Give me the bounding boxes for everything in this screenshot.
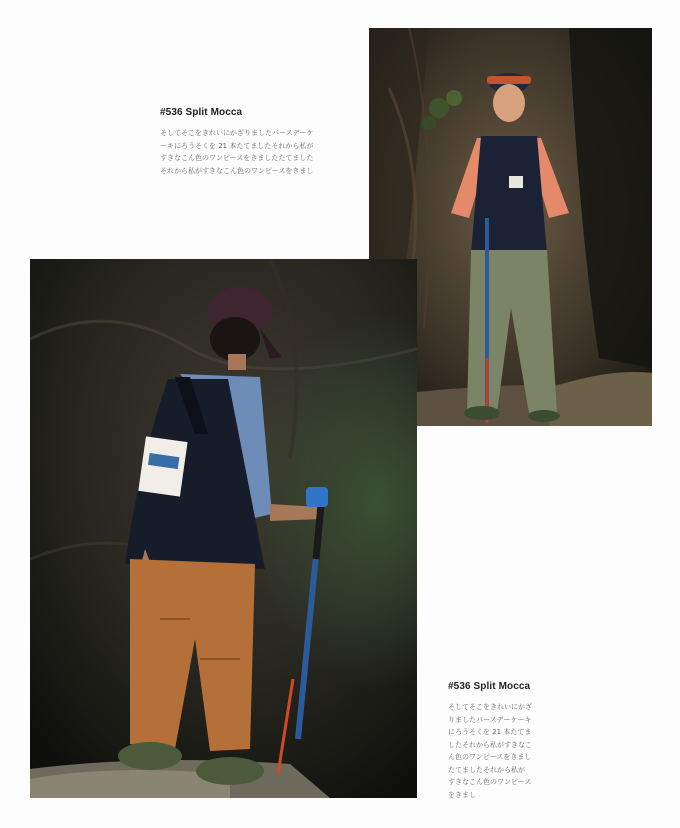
- caption-top-line: ーキにろうそくを 21 本たてましたそれから私が: [160, 141, 314, 150]
- caption-bottom: [448, 681, 548, 801]
- caption-top: [160, 107, 330, 177]
- caption-bottom-line: したそれから私がすきなこ: [448, 740, 532, 749]
- caption-bottom-body: [448, 701, 548, 801]
- caption-bottom-line: そしてそこをきれいにかざ: [448, 703, 532, 711]
- caption-top-line: そしてそこをきれいにかざりましたパースデーケ: [160, 129, 314, 137]
- caption-bottom-line: ん色のワンピースをきまし: [448, 753, 532, 761]
- caption-bottom-line: をきまし: [448, 790, 476, 799]
- caption-top-line: それから私がすきなこん色のワンピースをきまし: [160, 166, 314, 175]
- caption-bottom-line: りましたパースデーケーキ: [448, 715, 532, 724]
- caption-top-title: #536 Split Mocca: [160, 107, 243, 118]
- caption-top-body: [160, 127, 330, 177]
- photo-bottom-illustration: [30, 259, 417, 798]
- caption-bottom-line: たてましたそれから私が: [448, 765, 525, 774]
- caption-top-line: すきなこん色のワンピースをきましたたてました: [160, 154, 314, 162]
- caption-bottom-title: #536 Split Mocca: [448, 681, 531, 692]
- caption-bottom-line: にろうそくを 21 本たてま: [448, 728, 532, 736]
- caption-bottom-line: すきなこん色のワンピース: [448, 778, 532, 786]
- photo-bottom: [30, 259, 417, 798]
